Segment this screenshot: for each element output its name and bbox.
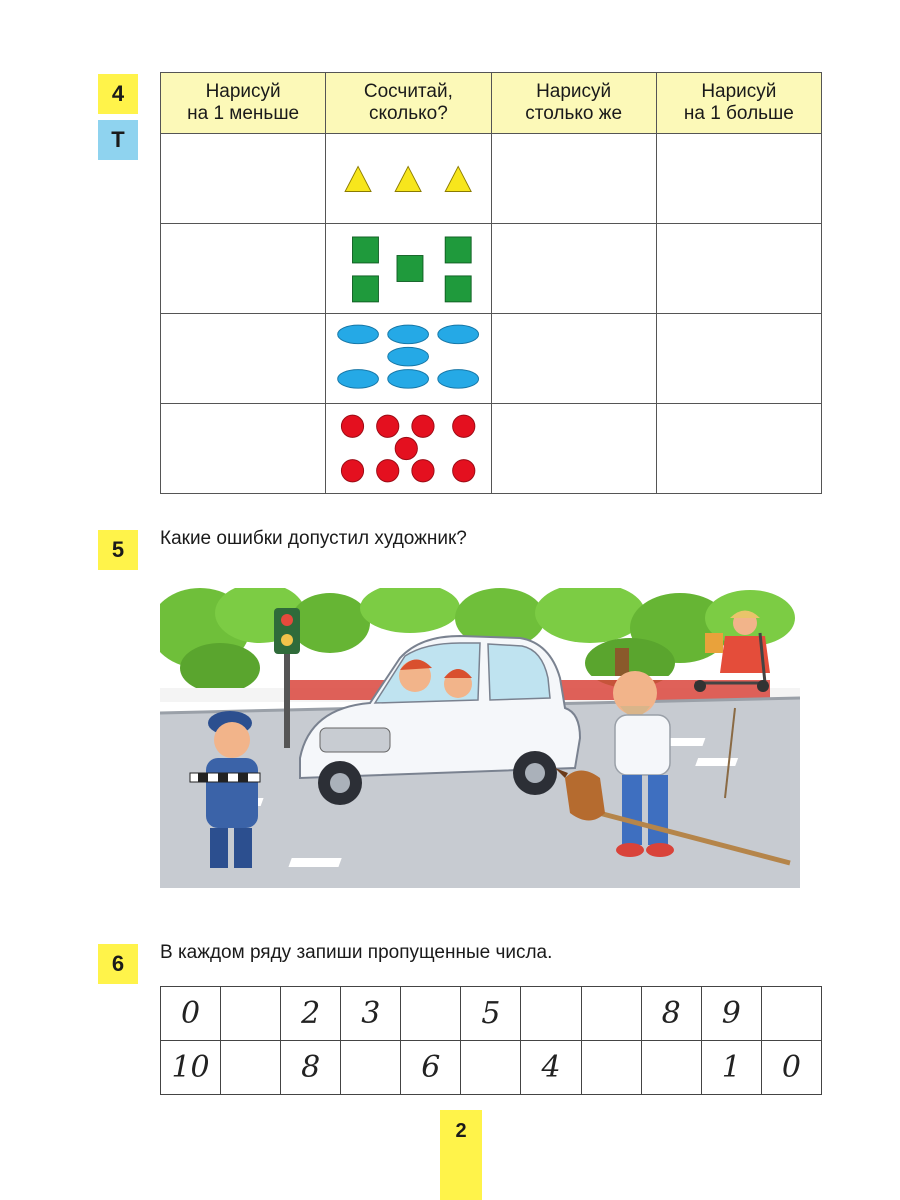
- street-scene-illustration: [160, 588, 800, 888]
- page-number: 2: [440, 1110, 482, 1200]
- number-cell: 10: [161, 1041, 221, 1095]
- draw-same-cell[interactable]: [491, 224, 656, 314]
- task-6-number-badge: 6: [98, 944, 138, 984]
- square-shape: [353, 276, 379, 302]
- oval-shape: [438, 370, 479, 389]
- triangle-group: [326, 134, 490, 223]
- table-row: [161, 134, 822, 224]
- header-count: Сосчитай, сколько?: [326, 73, 491, 134]
- blank-number-cell[interactable]: [761, 987, 821, 1041]
- draw-fewer-cell[interactable]: [161, 404, 326, 494]
- table-header-row: [161, 73, 822, 134]
- number-sequence-grid: [160, 986, 822, 1095]
- circle-group: [326, 404, 490, 493]
- blank-number-cell[interactable]: [641, 1041, 701, 1095]
- draw-more-cell[interactable]: [656, 314, 821, 404]
- number-cell: 1: [701, 1041, 761, 1095]
- square-group: [326, 224, 490, 313]
- table-row: [161, 314, 822, 404]
- triangle-shape: [345, 166, 371, 191]
- blank-number-cell[interactable]: [221, 987, 281, 1041]
- number-cell: 8: [281, 1041, 341, 1095]
- header-draw-fewer: Нарисуй на 1 меньше: [161, 73, 326, 134]
- circle-shape: [342, 415, 364, 437]
- draw-fewer-cell[interactable]: [161, 134, 326, 224]
- header-draw-more: Нарисуй на 1 больше: [656, 73, 821, 134]
- table-row: [161, 404, 822, 494]
- circle-shape: [412, 460, 434, 482]
- draw-same-cell[interactable]: [491, 134, 656, 224]
- number-cell: 5: [461, 987, 521, 1041]
- task-5-question: Какие ошибки допустил художник?: [160, 528, 467, 549]
- blank-number-cell[interactable]: [221, 1041, 281, 1095]
- shapes-cell: [326, 404, 491, 494]
- oval-shape: [388, 325, 429, 344]
- shapes-cell: [326, 224, 491, 314]
- draw-same-cell[interactable]: [491, 314, 656, 404]
- task-6-instruction: В каждом ряду запиши пропущенные числа.: [160, 942, 553, 963]
- blank-number-cell[interactable]: [581, 987, 641, 1041]
- oval-shape: [438, 325, 479, 344]
- draw-more-cell[interactable]: [656, 404, 821, 494]
- table-row: [161, 224, 822, 314]
- number-cell: 3: [341, 987, 401, 1041]
- draw-more-cell[interactable]: [656, 224, 821, 314]
- oval-shape: [338, 325, 379, 344]
- number-cell: 0: [161, 987, 221, 1041]
- draw-fewer-cell[interactable]: [161, 314, 326, 404]
- number-cell: 9: [701, 987, 761, 1041]
- blank-number-cell[interactable]: [461, 1041, 521, 1095]
- header-draw-same: Нарисуй столько же: [491, 73, 656, 134]
- circle-shape: [377, 415, 399, 437]
- blank-number-cell[interactable]: [581, 1041, 641, 1095]
- circle-shape: [342, 460, 364, 482]
- blank-number-cell[interactable]: [341, 1041, 401, 1095]
- square-shape: [353, 237, 379, 263]
- triangle-shape: [395, 166, 421, 191]
- blank-number-cell[interactable]: [401, 987, 461, 1041]
- task-4-type-badge: Т: [98, 120, 138, 160]
- circle-shape: [412, 415, 434, 437]
- oval-shape: [388, 347, 429, 366]
- shapes-cell: [326, 134, 491, 224]
- oval-group: [326, 314, 490, 403]
- number-cell: 2: [281, 987, 341, 1041]
- draw-same-cell[interactable]: [491, 404, 656, 494]
- shapes-cell: [326, 314, 491, 404]
- square-shape: [445, 237, 471, 263]
- number-cell: 6: [401, 1041, 461, 1095]
- circle-shape: [395, 437, 417, 459]
- number-cell: 4: [521, 1041, 581, 1095]
- circle-shape: [453, 415, 475, 437]
- blank-number-cell[interactable]: [521, 987, 581, 1041]
- draw-more-cell[interactable]: [656, 134, 821, 224]
- circle-shape: [377, 460, 399, 482]
- number-row-ascending: [161, 987, 822, 1041]
- counting-table: [160, 72, 822, 494]
- oval-shape: [338, 370, 379, 389]
- number-cell: 8: [641, 987, 701, 1041]
- square-shape: [397, 256, 423, 282]
- number-row-descending: [161, 1041, 822, 1095]
- circle-shape: [453, 460, 475, 482]
- oval-shape: [388, 370, 429, 389]
- task-5-number-badge: 5: [98, 530, 138, 570]
- triangle-shape: [445, 166, 471, 191]
- number-cell: 0: [761, 1041, 821, 1095]
- draw-fewer-cell[interactable]: [161, 224, 326, 314]
- task-4-number-badge: 4: [98, 74, 138, 114]
- square-shape: [445, 276, 471, 302]
